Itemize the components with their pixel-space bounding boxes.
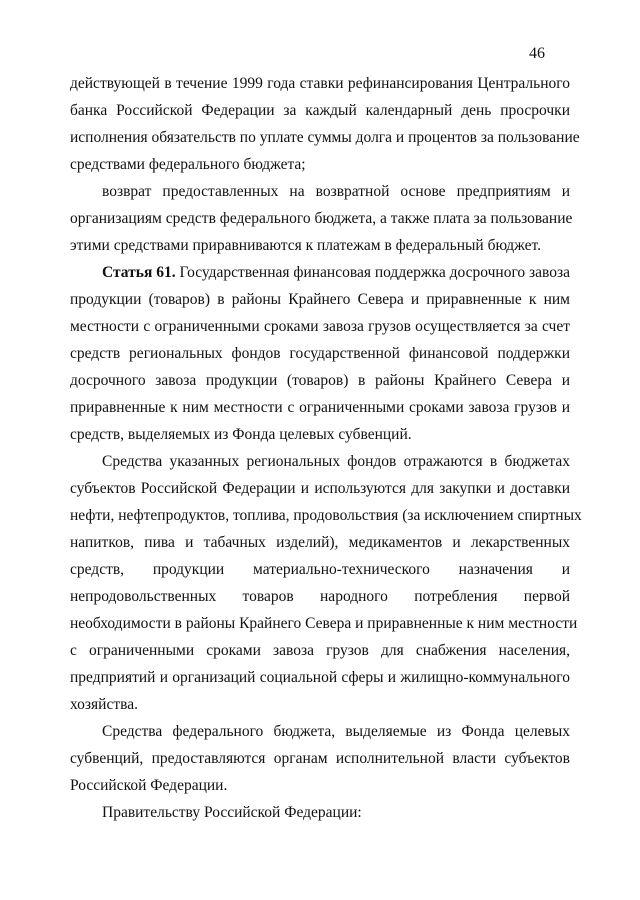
article-heading: Статья 61. [102,264,176,281]
article-heading-line [70,259,570,286]
text-line: Средства федерального бюджета, выделяемые из Фонда целевых [102,723,570,740]
text-line: банка Российской Федерации за каждый календарный день просрочки [70,102,570,119]
text-line: хозяйства. [70,696,138,713]
text-line: исполнения обязательств по уплате суммы долга и процентов за пользование [70,129,580,146]
text-line: с ограниченными сроками завоза грузов для снабжения населения, [70,642,570,659]
text-line: напитков, пива и табачных изделий), медикаментов и лекарственных [70,534,570,551]
article-heading-text: Государственная финансовая поддержка досрочного завоза [179,264,571,281]
text-line: субвенций, предоставляются органам исполнительной власти субъектов [70,750,570,767]
text-line: организациям средств федерального бюджета, а также плата за пользование [70,210,573,227]
text-line: возврат предоставленных на возвратной основе предприятиям и [102,183,570,200]
text-line: средств, продукции материально-технического назначения и [70,561,570,578]
text-line: Правительству Российской Федерации: [102,804,362,821]
text-line: Средства указанных региональных фондов отражаются в бюджетах [102,453,570,470]
text-line: необходимости в районы Крайнего Севера и приравненные к ним местности [70,615,578,632]
text-line: Российской Федерации. [70,777,228,794]
text-line: местности с ограниченными сроками завоза грузов осуществляется за счет [70,318,570,335]
document-body [70,70,582,826]
text-line: действующей в течение 1999 года ставки рефинансирования Центрального [70,75,570,92]
text-line: средствами федерального бюджета; [70,156,306,173]
text-line: субъектов Российской Федерации и используются для закупки и доставки [70,480,570,497]
text-line: непродовольственных товаров народного потребления первой [70,588,570,605]
text-line: приравненные к ним местности с ограниченными сроками завоза грузов и [70,399,570,416]
text-line: средств региональных фондов государственной финансовой поддержки [70,345,570,362]
page-number: 46 [529,45,545,62]
text-line: средств, выделяемых из Фонда целевых субвенций. [70,426,412,443]
text-line: нефти, нефтепродуктов, топлива, продовольствия (за исключением спиртных [70,507,582,524]
text-line: предприятий и организаций социальной сферы и жилищно-коммунального [70,669,570,686]
text-line: продукции (товаров) в районы Крайнего Севера и приравненные к ним [70,291,570,308]
text-line: досрочного завоза продукции (товаров) в районы Крайнего Севера и [70,372,570,389]
text-line: этими средствами приравниваются к платежам в федеральный бюджет. [70,237,542,254]
